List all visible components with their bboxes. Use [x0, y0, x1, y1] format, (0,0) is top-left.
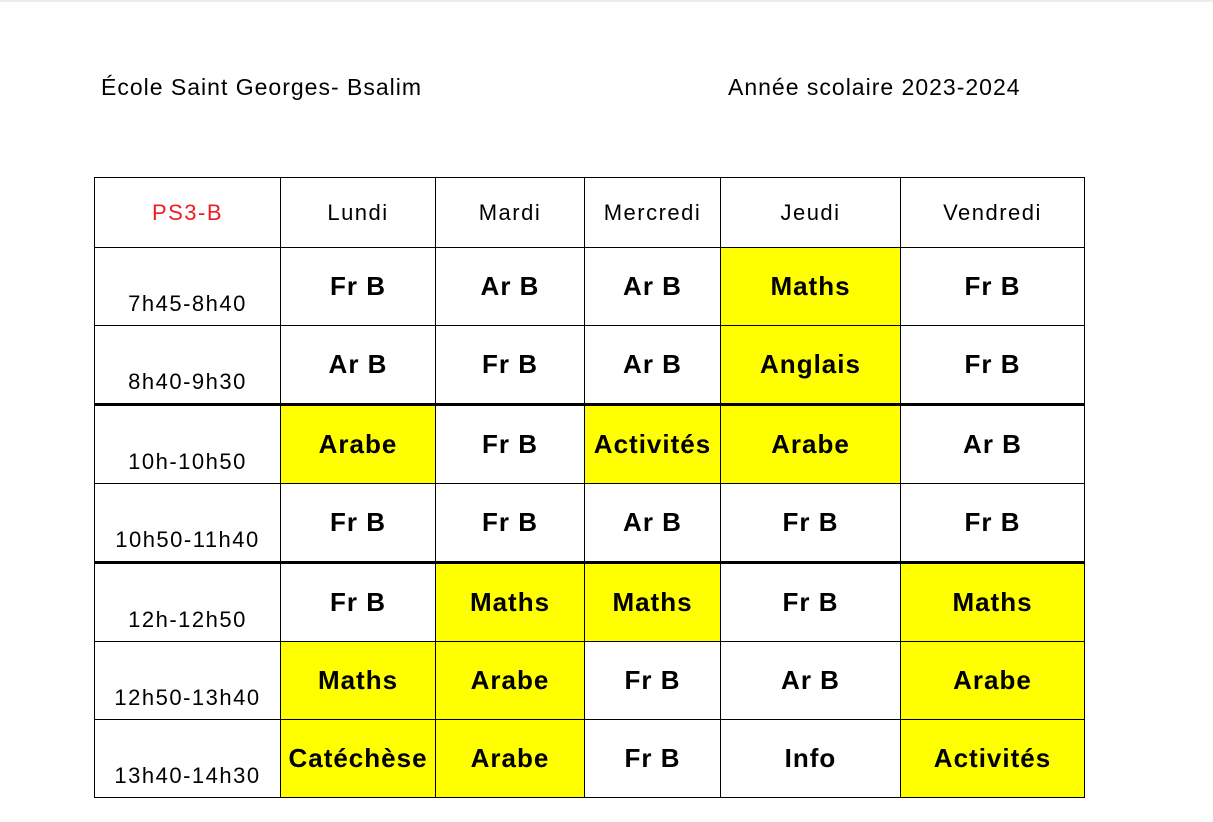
subject-cell-mardi: Fr B — [436, 326, 585, 405]
timetable-row — [95, 720, 1085, 798]
subject-cell-jeudi: Anglais — [721, 326, 901, 405]
timetable-row — [95, 642, 1085, 720]
subject-cell-mercredi: Maths — [585, 563, 721, 642]
time-slot: 10h50-11h40 — [95, 484, 281, 563]
subject-cell-mercredi: Fr B — [585, 720, 721, 798]
day-header-mardi: Mardi — [436, 178, 585, 248]
timetable-header-row — [95, 178, 1085, 248]
class-name: PS3-B — [95, 178, 281, 248]
subject-cell-mercredi: Fr B — [585, 642, 721, 720]
school-name: École Saint Georges- Bsalim — [101, 74, 423, 100]
subject-cell-mercredi: Activités — [585, 405, 721, 484]
day-header-lundi: Lundi — [281, 178, 436, 248]
subject-cell-jeudi: Info — [721, 720, 901, 798]
subject-cell-lundi: Catéchèse — [281, 720, 436, 798]
timetable-row — [95, 563, 1085, 642]
subject-cell-mardi: Fr B — [436, 484, 585, 563]
subject-cell-jeudi: Maths — [721, 248, 901, 326]
timetable — [94, 177, 1085, 798]
subject-cell-jeudi: Arabe — [721, 405, 901, 484]
time-slot: 10h-10h50 — [95, 405, 281, 484]
subject-cell-jeudi: Ar B — [721, 642, 901, 720]
timetable-row — [95, 405, 1085, 484]
subject-cell-vendredi: Arabe — [901, 642, 1085, 720]
subject-cell-vendredi: Fr B — [901, 248, 1085, 326]
subject-cell-vendredi: Fr B — [901, 484, 1085, 563]
time-slot: 7h45-8h40 — [95, 248, 281, 326]
subject-cell-jeudi: Fr B — [721, 484, 901, 563]
subject-cell-lundi: Fr B — [281, 248, 436, 326]
subject-cell-mardi: Fr B — [436, 405, 585, 484]
day-header-vendredi: Vendredi — [901, 178, 1085, 248]
timetable-row — [95, 248, 1085, 326]
day-header-mercredi: Mercredi — [585, 178, 721, 248]
subject-cell-mercredi: Ar B — [585, 326, 721, 405]
subject-cell-lundi: Ar B — [281, 326, 436, 405]
page-top-edge — [0, 0, 1213, 2]
time-slot: 13h40-14h30 — [95, 720, 281, 798]
subject-cell-vendredi: Fr B — [901, 326, 1085, 405]
subject-cell-mardi: Arabe — [436, 720, 585, 798]
subject-cell-mercredi: Ar B — [585, 484, 721, 563]
subject-cell-lundi: Arabe — [281, 405, 436, 484]
time-slot: 12h-12h50 — [95, 563, 281, 642]
subject-cell-mercredi: Ar B — [585, 248, 721, 326]
timetable-row — [95, 484, 1085, 563]
subject-cell-vendredi: Maths — [901, 563, 1085, 642]
subject-cell-lundi: Fr B — [281, 563, 436, 642]
subject-cell-lundi: Maths — [281, 642, 436, 720]
subject-cell-vendredi: Ar B — [901, 405, 1085, 484]
timetable-row — [95, 326, 1085, 405]
school-year: Année scolaire 2023-2024 — [728, 74, 1021, 100]
day-header-jeudi: Jeudi — [721, 178, 901, 248]
time-slot: 8h40-9h30 — [95, 326, 281, 405]
subject-cell-jeudi: Fr B — [721, 563, 901, 642]
subject-cell-mardi: Arabe — [436, 642, 585, 720]
subject-cell-vendredi: Activités — [901, 720, 1085, 798]
subject-cell-lundi: Fr B — [281, 484, 436, 563]
subject-cell-mardi: Ar B — [436, 248, 585, 326]
time-slot: 12h50-13h40 — [95, 642, 281, 720]
subject-cell-mardi: Maths — [436, 563, 585, 642]
